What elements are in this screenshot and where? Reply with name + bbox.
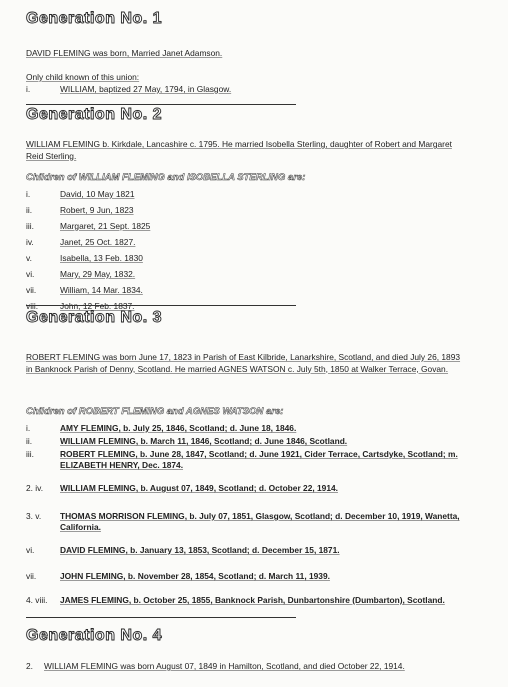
section-divider <box>26 305 296 306</box>
list-item-number: vii. <box>26 571 37 581</box>
list-item-text: JAMES FLEMING, b. October 25, 1855, Banknock Parish, Dunbartonshire (Dumbarton), Scotland. <box>60 595 445 605</box>
list-item-number: vi. <box>26 269 35 279</box>
list-item-text: David, 10 May 1821 <box>60 189 135 199</box>
list-item-number: ii. <box>26 205 33 215</box>
list-item-text: John, 12 Feb. 1837. <box>60 301 135 311</box>
generation-3-intro: ROBERT FLEMING was born June 17, 1823 in Parish of East Kilbride, Lanarkshire, Scotland, and died July 26, 1893 in Banknock Parish of Denny, Scotland. He married AGNES WATSON c. July 5th, 1850 at Walker Terrace, Govan. <box>26 352 461 374</box>
list-item-number: 4. viii. <box>26 595 48 605</box>
generation-2-children-heading: Children of WILLIAM FLEMING and ISOBELLA STERLING are: <box>26 172 306 183</box>
list-item-number: 2. iv. <box>26 483 44 493</box>
list-item-number: i. <box>26 423 31 433</box>
list-item-text: Robert, 9 Jun, 1823 <box>60 205 134 215</box>
list-item-text: Mary, 29 May, 1832. <box>60 269 136 279</box>
list-item-text: ROBERT FLEMING, b. June 28, 1847, Scotland; d. June 1921, Cider Terrace, Cartsdyke, Scotland; m. ELIZABETH HENRY, Dec. 1874. <box>60 449 458 470</box>
generation-4-heading: Generation No. 4 <box>26 627 163 644</box>
list-item-number: iii. <box>26 221 34 231</box>
section-divider <box>26 104 296 105</box>
list-item-number: iii. <box>26 449 34 459</box>
list-item-text: AMY FLEMING, b. July 25, 1846, Scotland; d. June 18, 1846. <box>60 423 297 433</box>
list-item-text: WILLIAM FLEMING, b. August 07, 1849, Scotland; d. October 22, 1914. <box>60 483 338 493</box>
generation-2-heading: Generation No. 2 <box>26 106 163 123</box>
generation-3-children-heading: Children of ROBERT FLEMING and AGNES WATSON are: <box>26 406 284 417</box>
list-item-number: iv. <box>26 237 34 247</box>
list-item-number: v. <box>26 253 32 263</box>
list-item-text: Isabella, 13 Feb. 1830 <box>60 253 143 263</box>
list-item-number: vii. <box>26 285 37 295</box>
generation-1-intro: DAVID FLEMING was born, Married Janet Adamson. <box>26 48 223 58</box>
list-item-text: WILLIAM FLEMING was born August 07, 1849 in Hamilton, Scotland, and died October 22, 1914. <box>44 661 405 671</box>
list-item-number: viii. <box>26 301 39 311</box>
list-item-text: Janet, 25 Oct. 1827. <box>60 237 136 247</box>
list-item-text: Margaret, 21 Sept. 1825 <box>60 221 151 231</box>
generation-1-children-heading: Only child known of this union: <box>26 72 140 82</box>
list-item-number: 2. <box>26 661 33 671</box>
generation-1-heading: Generation No. 1 <box>26 10 163 27</box>
list-item-text: WILLIAM FLEMING, b. March 11, 1846, Scotland; d. June 1846, Scotland. <box>60 436 348 446</box>
list-item-number: ii. <box>26 436 33 446</box>
generation-2-intro: WILLIAM FLEMING b. Kirkdale, Lancashire c. 1795. He married Isobella Sterling, daughter of Robert and Margaret Reid Sterling. <box>26 139 452 161</box>
list-item-text: DAVID FLEMING, b. January 13, 1853, Scotland; d. December 15, 1871. <box>60 545 340 555</box>
list-item-text: WILLIAM, baptized 27 May, 1794, in Glasgow. <box>60 84 232 94</box>
list-item-number: 3. v. <box>26 511 42 521</box>
section-divider <box>26 617 296 618</box>
list-item-text: THOMAS MORRISON FLEMING, b. July 07, 1851, Glasgow, Scotland; d. December 10, 1919, Wanetta, California. <box>60 511 460 532</box>
list-item-number: i. <box>26 84 31 94</box>
list-item-number: vi. <box>26 545 35 555</box>
generation-3-heading: Generation No. 3 <box>26 309 163 326</box>
list-item-text: JOHN FLEMING, b. November 28, 1854, Scotland; d. March 11, 1939. <box>60 571 330 581</box>
list-item-text: William, 14 Mar. 1834. <box>60 285 143 295</box>
list-item-number: i. <box>26 189 31 199</box>
